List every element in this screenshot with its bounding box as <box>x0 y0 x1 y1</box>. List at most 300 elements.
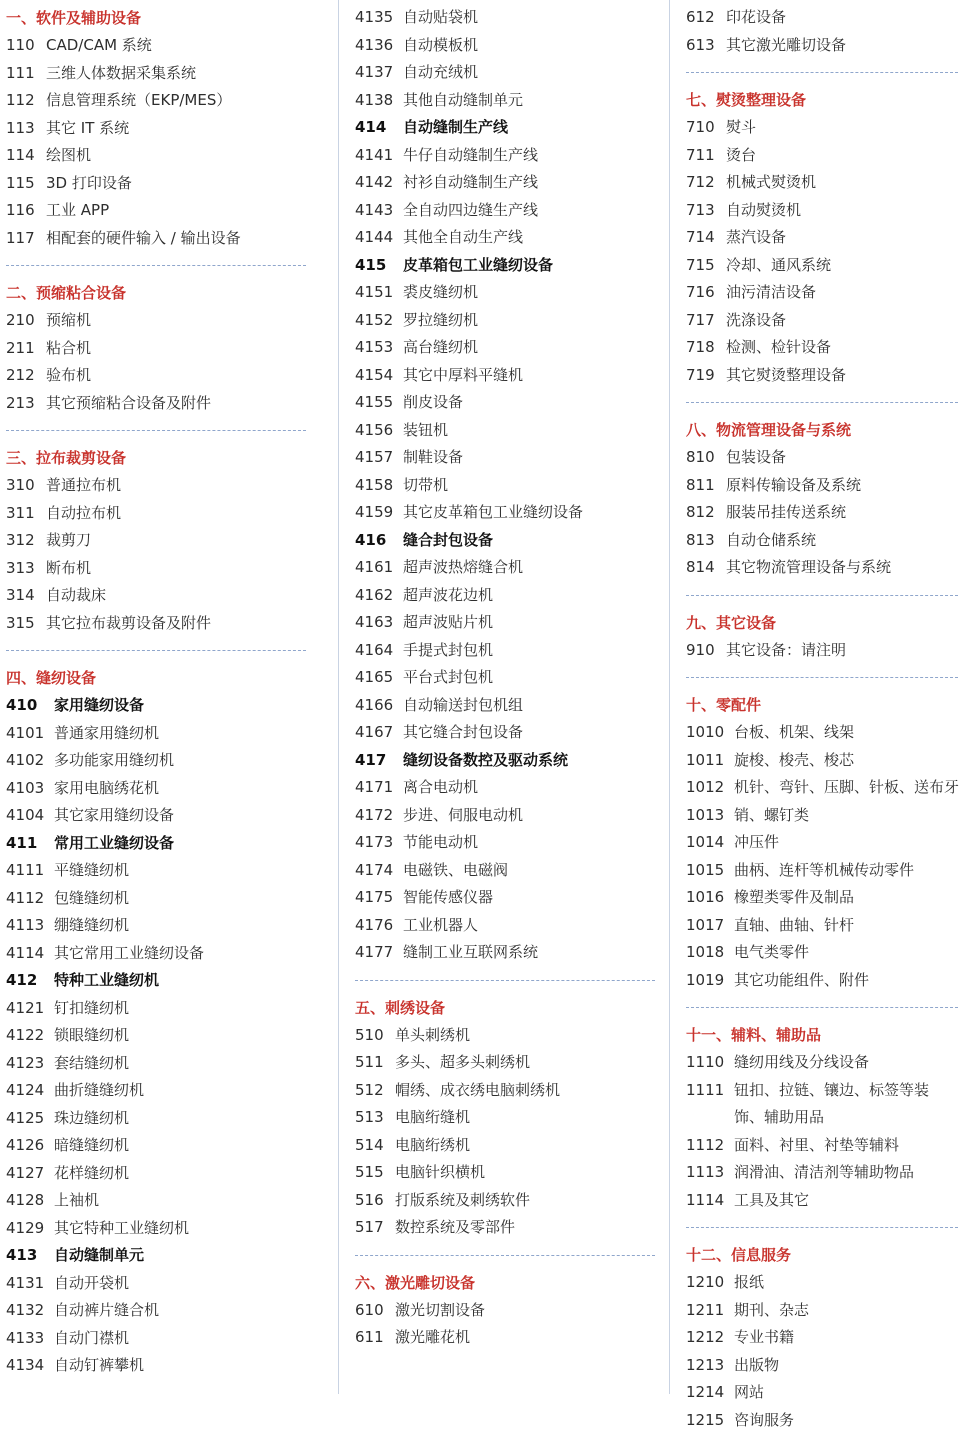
list-item <box>355 362 655 390</box>
item-name: 其它设备：请注明 <box>726 637 846 665</box>
list-item <box>355 1214 655 1242</box>
item-code: 1017 <box>686 912 734 940</box>
item-code: 4131 <box>6 1270 54 1298</box>
item-code: 4173 <box>355 829 403 857</box>
item-name: 激光雕花机 <box>395 1324 470 1352</box>
section-heading: 十、零配件 <box>686 691 958 719</box>
item-name: 珠边缝纫机 <box>54 1105 129 1133</box>
list-item <box>355 857 655 885</box>
item-name: 三维人体数据采集系统 <box>46 60 196 88</box>
section-divider <box>686 595 958 596</box>
item-code: 310 <box>6 472 46 500</box>
item-code: 312 <box>6 527 46 555</box>
item-code: 1114 <box>686 1187 734 1215</box>
item-name: 其它预缩粘合设备及附件 <box>46 390 211 418</box>
list-item <box>355 499 655 527</box>
item-name: 服装吊挂传送系统 <box>726 499 846 527</box>
item-code: 4158 <box>355 472 403 500</box>
item-code: 718 <box>686 334 726 362</box>
item-name: 多功能家用缝纫机 <box>54 747 174 775</box>
item-code: 513 <box>355 1104 395 1132</box>
item-name: 裘皮缝纫机 <box>403 279 478 307</box>
list-item <box>6 32 306 60</box>
list-item <box>6 885 306 913</box>
item-name: 机针、弯针、压脚、针板、送布牙 <box>734 774 959 802</box>
item-code: 611 <box>355 1324 395 1352</box>
list-item <box>686 884 958 912</box>
item-name: 其它功能组件、附件 <box>734 967 869 995</box>
item-code: 111 <box>6 60 46 88</box>
item-code: 113 <box>6 115 46 143</box>
item-code: 1111 <box>686 1077 734 1132</box>
list-item <box>355 692 655 720</box>
list-item <box>6 472 306 500</box>
item-code: 4126 <box>6 1132 54 1160</box>
list-item <box>355 1132 655 1160</box>
list-item <box>355 32 655 60</box>
item-code: 4163 <box>355 609 403 637</box>
item-code: 116 <box>6 197 46 225</box>
item-name: 报纸 <box>734 1269 764 1297</box>
item-code: 4124 <box>6 1077 54 1105</box>
item-code: 712 <box>686 169 726 197</box>
list-item <box>6 582 306 610</box>
item-name: 超声波热熔缝合机 <box>403 554 523 582</box>
list-item <box>686 114 958 142</box>
item-code: 4176 <box>355 912 403 940</box>
item-name: 其他全自动生产线 <box>403 224 523 252</box>
subcategory-row <box>6 967 306 995</box>
item-name: 打版系统及刺绣软件 <box>395 1187 530 1215</box>
list-item <box>355 142 655 170</box>
item-name: 特种工业缝纫机 <box>54 967 159 995</box>
item-code: 1013 <box>686 802 734 830</box>
list-item <box>686 1187 958 1215</box>
item-code: 315 <box>6 610 46 638</box>
item-name: 原料传输设备及系统 <box>726 472 861 500</box>
item-name: 单头刺绣机 <box>395 1022 470 1050</box>
item-code: 1018 <box>686 939 734 967</box>
list-item <box>355 912 655 940</box>
list-item <box>686 1379 958 1407</box>
item-code: 1211 <box>686 1297 734 1325</box>
item-name: 信息管理系统（EKP/MES） <box>46 87 231 115</box>
list-item <box>686 1077 958 1132</box>
section-heading: 六、激光雕切设备 <box>355 1269 655 1297</box>
item-name: 多头、超多头刺绣机 <box>395 1049 530 1077</box>
item-code: 414 <box>355 114 403 142</box>
item-code: 1012 <box>686 774 734 802</box>
item-name: 其它激光雕切设备 <box>726 32 846 60</box>
item-name: 普通家用缝纫机 <box>54 720 159 748</box>
item-code: 4157 <box>355 444 403 472</box>
item-code: 4171 <box>355 774 403 802</box>
subcategory-row <box>355 527 655 555</box>
item-code: 4151 <box>355 279 403 307</box>
list-item <box>6 995 306 1023</box>
item-code: 812 <box>686 499 726 527</box>
item-code: 4172 <box>355 802 403 830</box>
list-item <box>686 829 958 857</box>
list-item <box>686 1049 958 1077</box>
item-code: 4174 <box>355 857 403 885</box>
item-name: 花样缝纫机 <box>54 1160 129 1188</box>
list-item <box>686 334 958 362</box>
section-divider <box>355 1255 655 1256</box>
item-name: 步进、伺服电动机 <box>403 802 523 830</box>
item-code: 4123 <box>6 1050 54 1078</box>
list-item <box>686 1324 958 1352</box>
item-code: 719 <box>686 362 726 390</box>
item-code: 114 <box>6 142 46 170</box>
list-item <box>686 307 958 335</box>
list-item <box>6 775 306 803</box>
list-item <box>6 1187 306 1215</box>
list-item <box>355 582 655 610</box>
item-name: 蒸汽设备 <box>726 224 786 252</box>
item-code: 910 <box>686 637 726 665</box>
list-item <box>6 1077 306 1105</box>
item-code: 4132 <box>6 1297 54 1325</box>
item-name: 其它物流管理设备与系统 <box>726 554 891 582</box>
item-code: 4102 <box>6 747 54 775</box>
item-name: 上袖机 <box>54 1187 99 1215</box>
list-item <box>686 912 958 940</box>
list-item <box>6 170 306 198</box>
item-code: 4142 <box>355 169 403 197</box>
list-item <box>355 1297 655 1325</box>
item-code: 512 <box>355 1077 395 1105</box>
item-name: 平缝缝纫机 <box>54 857 129 885</box>
list-item <box>6 1325 306 1353</box>
item-name: 台板、机架、线架 <box>734 719 854 747</box>
item-name: 电磁铁、电磁阀 <box>403 857 508 885</box>
item-name: 暗缝缝纫机 <box>54 1132 129 1160</box>
list-item <box>355 4 655 32</box>
list-item <box>355 417 655 445</box>
section-divider <box>686 1227 958 1228</box>
item-code: 811 <box>686 472 726 500</box>
item-code: 4177 <box>355 939 403 967</box>
item-name: 绷缝缝纫机 <box>54 912 129 940</box>
item-name: 断布机 <box>46 555 91 583</box>
item-code: 411 <box>6 830 54 858</box>
item-name: 曲柄、连杆等机械传动零件 <box>734 857 914 885</box>
item-code: 1010 <box>686 719 734 747</box>
section-heading: 三、拉布裁剪设备 <box>6 444 306 472</box>
item-name: 帽绣、成衣绣电脑刺绣机 <box>395 1077 560 1105</box>
list-item <box>355 197 655 225</box>
section-divider <box>355 980 655 981</box>
item-name: 自动裤片缝合机 <box>54 1297 159 1325</box>
item-code: 112 <box>6 87 46 115</box>
list-item <box>6 555 306 583</box>
list-item <box>6 87 306 115</box>
item-name: 预缩机 <box>46 307 91 335</box>
list-item <box>686 857 958 885</box>
item-code: 1016 <box>686 884 734 912</box>
item-name: 冲压件 <box>734 829 779 857</box>
item-code: 4175 <box>355 884 403 912</box>
item-code: 4167 <box>355 719 403 747</box>
item-code: 4161 <box>355 554 403 582</box>
list-item <box>355 1022 655 1050</box>
item-code: 716 <box>686 279 726 307</box>
item-name: 自动拉布机 <box>46 500 121 528</box>
section-heading: 七、熨烫整理设备 <box>686 86 958 114</box>
list-item <box>6 1352 306 1380</box>
item-code: 515 <box>355 1159 395 1187</box>
item-name: 超声波花边机 <box>403 582 493 610</box>
item-name: 其它皮革箱包工业缝纫设备 <box>403 499 583 527</box>
item-name: 皮革箱包工业缝纫设备 <box>403 252 553 280</box>
item-name: 粘合机 <box>46 335 91 363</box>
list-item <box>686 939 958 967</box>
item-name: 其它常用工业缝纫设备 <box>54 940 204 968</box>
list-item <box>686 637 958 665</box>
list-item <box>355 444 655 472</box>
item-code: 4127 <box>6 1160 54 1188</box>
item-code: 1113 <box>686 1159 734 1187</box>
item-name: 油污清洁设备 <box>726 279 816 307</box>
list-item <box>6 60 306 88</box>
list-item <box>686 1297 958 1325</box>
item-code: 1110 <box>686 1049 734 1077</box>
item-name: 手提式封包机 <box>403 637 493 665</box>
item-name: 缝纫用线及分线设备 <box>734 1049 869 1077</box>
item-name: 全自动四边缝生产线 <box>403 197 538 225</box>
item-name: 其它中厚料平缝机 <box>403 362 523 390</box>
list-item <box>686 252 958 280</box>
item-code: 1212 <box>686 1324 734 1352</box>
item-name: 期刊、杂志 <box>734 1297 809 1325</box>
item-code: 510 <box>355 1022 395 1050</box>
list-item <box>686 527 958 555</box>
item-code: 4154 <box>355 362 403 390</box>
item-name: 绘图机 <box>46 142 91 170</box>
list-item <box>6 857 306 885</box>
item-code: 610 <box>355 1297 395 1325</box>
item-name: 包缝缝纫机 <box>54 885 129 913</box>
item-name: 洗涤设备 <box>726 307 786 335</box>
item-name: 衬衫自动缝制生产线 <box>403 169 538 197</box>
item-code: 212 <box>6 362 46 390</box>
item-name: 机械式熨烫机 <box>726 169 816 197</box>
item-name: 电脑针织横机 <box>395 1159 485 1187</box>
item-name: 出版物 <box>734 1352 779 1380</box>
item-name: 专业书籍 <box>734 1324 794 1352</box>
item-name: 工业 APP <box>46 197 109 225</box>
item-code: 4141 <box>355 142 403 170</box>
item-code: 213 <box>6 390 46 418</box>
item-name: 咨询服务 <box>734 1407 794 1434</box>
subcategory-row <box>355 114 655 142</box>
list-item <box>6 1297 306 1325</box>
item-code: 1011 <box>686 747 734 775</box>
list-item <box>355 334 655 362</box>
item-code: 4152 <box>355 307 403 335</box>
column-3 <box>686 4 958 1434</box>
item-name: 装钮机 <box>403 417 448 445</box>
section-divider <box>6 650 306 651</box>
item-code: 313 <box>6 555 46 583</box>
item-name: 自动贴袋机 <box>403 4 478 32</box>
item-name: 裁剪刀 <box>46 527 91 555</box>
item-name: 套结缝纫机 <box>54 1050 129 1078</box>
list-item <box>355 664 655 692</box>
section-heading: 八、物流管理设备与系统 <box>686 416 958 444</box>
column-separator <box>669 0 670 1394</box>
item-name: 缝合封包设备 <box>403 527 493 555</box>
item-name: 相配套的硬件输入 / 输出设备 <box>46 225 241 253</box>
item-name: 橡塑类零件及制品 <box>734 884 854 912</box>
item-code: 115 <box>6 170 46 198</box>
item-code: 4112 <box>6 885 54 913</box>
item-code: 311 <box>6 500 46 528</box>
section-divider <box>6 430 306 431</box>
list-item <box>6 1022 306 1050</box>
list-item <box>355 719 655 747</box>
list-item <box>6 610 306 638</box>
item-name: 节能电动机 <box>403 829 478 857</box>
list-item <box>686 362 958 390</box>
item-code: 4129 <box>6 1215 54 1243</box>
item-code: 4164 <box>355 637 403 665</box>
list-item <box>355 1159 655 1187</box>
list-item <box>6 1105 306 1133</box>
item-code: 117 <box>6 225 46 253</box>
list-item <box>355 59 655 87</box>
item-code: 711 <box>686 142 726 170</box>
list-item <box>355 637 655 665</box>
item-code: 713 <box>686 197 726 225</box>
item-code: 4113 <box>6 912 54 940</box>
list-item <box>6 1132 306 1160</box>
item-name: 其它特种工业缝纫机 <box>54 1215 189 1243</box>
item-name: 旋梭、梭壳、梭芯 <box>734 747 854 775</box>
item-code: 4128 <box>6 1187 54 1215</box>
item-name: 超声波贴片机 <box>403 609 493 637</box>
list-item <box>686 747 958 775</box>
list-item <box>6 912 306 940</box>
item-code: 1112 <box>686 1132 734 1160</box>
item-code: 4122 <box>6 1022 54 1050</box>
item-name: 曲折缝缝纫机 <box>54 1077 144 1105</box>
item-code: 4155 <box>355 389 403 417</box>
item-code: 110 <box>6 32 46 60</box>
list-item <box>355 802 655 830</box>
list-item <box>686 4 958 32</box>
list-item <box>686 1132 958 1160</box>
subcategory-row <box>6 1242 306 1270</box>
subcategory-row <box>355 747 655 775</box>
item-code: 814 <box>686 554 726 582</box>
item-code: 1215 <box>686 1407 734 1434</box>
item-name: 锁眼缝纫机 <box>54 1022 129 1050</box>
subcategory-row <box>355 252 655 280</box>
item-code: 516 <box>355 1187 395 1215</box>
list-item <box>355 389 655 417</box>
item-name: 自动模板机 <box>403 32 478 60</box>
list-item <box>355 1077 655 1105</box>
list-item <box>355 554 655 582</box>
item-code: 417 <box>355 747 403 775</box>
item-name: 平台式封包机 <box>403 664 493 692</box>
list-item <box>355 609 655 637</box>
item-name: 烫台 <box>726 142 756 170</box>
item-name: 检测、检针设备 <box>726 334 831 362</box>
item-name: 其他自动缝制单元 <box>403 87 523 115</box>
list-item <box>6 335 306 363</box>
item-code: 416 <box>355 527 403 555</box>
item-name: 自动缝制生产线 <box>403 114 508 142</box>
section-divider <box>686 402 958 403</box>
item-name: 激光切割设备 <box>395 1297 485 1325</box>
item-code: 613 <box>686 32 726 60</box>
item-name: 牛仔自动缝制生产线 <box>403 142 538 170</box>
item-code: 4103 <box>6 775 54 803</box>
list-item <box>686 967 958 995</box>
item-code: 715 <box>686 252 726 280</box>
item-code: 517 <box>355 1214 395 1242</box>
list-item <box>355 939 655 967</box>
section-divider <box>686 72 958 73</box>
item-name: 自动熨烫机 <box>726 197 801 225</box>
list-item <box>686 142 958 170</box>
item-name: 罗拉缝纫机 <box>403 307 478 335</box>
item-code: 4133 <box>6 1325 54 1353</box>
item-code: 1210 <box>686 1269 734 1297</box>
item-name: 自动开袋机 <box>54 1270 129 1298</box>
item-name: 高台缝纫机 <box>403 334 478 362</box>
item-name: CAD/CAM 系统 <box>46 32 152 60</box>
list-item <box>6 225 306 253</box>
list-item <box>686 774 958 802</box>
list-item <box>355 1324 655 1352</box>
item-name: 冷却、通风系统 <box>726 252 831 280</box>
item-code: 4159 <box>355 499 403 527</box>
section-heading: 一、软件及辅助设备 <box>6 4 306 32</box>
section-heading: 十一、辅料、辅助品 <box>686 1021 958 1049</box>
list-item <box>355 774 655 802</box>
item-code: 210 <box>6 307 46 335</box>
item-name: 面料、衬里、衬垫等辅料 <box>734 1132 899 1160</box>
item-name: 切带机 <box>403 472 448 500</box>
item-code: 1019 <box>686 967 734 995</box>
section-heading: 九、其它设备 <box>686 609 958 637</box>
list-item <box>686 802 958 830</box>
item-code: 415 <box>355 252 403 280</box>
section-heading: 二、预缩粘合设备 <box>6 279 306 307</box>
list-item <box>355 884 655 912</box>
item-name: 3D 打印设备 <box>46 170 132 198</box>
list-item <box>6 527 306 555</box>
item-name: 钮扣、拉链、镶边、标签等装饰、辅助用品 <box>734 1077 958 1132</box>
item-code: 4138 <box>355 87 403 115</box>
list-item <box>6 142 306 170</box>
item-name: 印花设备 <box>726 4 786 32</box>
list-item <box>6 1050 306 1078</box>
item-code: 412 <box>6 967 54 995</box>
item-name: 熨斗 <box>726 114 756 142</box>
item-name: 验布机 <box>46 362 91 390</box>
subcategory-row <box>6 830 306 858</box>
section-heading: 五、刺绣设备 <box>355 994 655 1022</box>
list-item <box>6 1270 306 1298</box>
list-item <box>6 747 306 775</box>
item-name: 家用缝纫设备 <box>54 692 144 720</box>
list-item <box>686 472 958 500</box>
